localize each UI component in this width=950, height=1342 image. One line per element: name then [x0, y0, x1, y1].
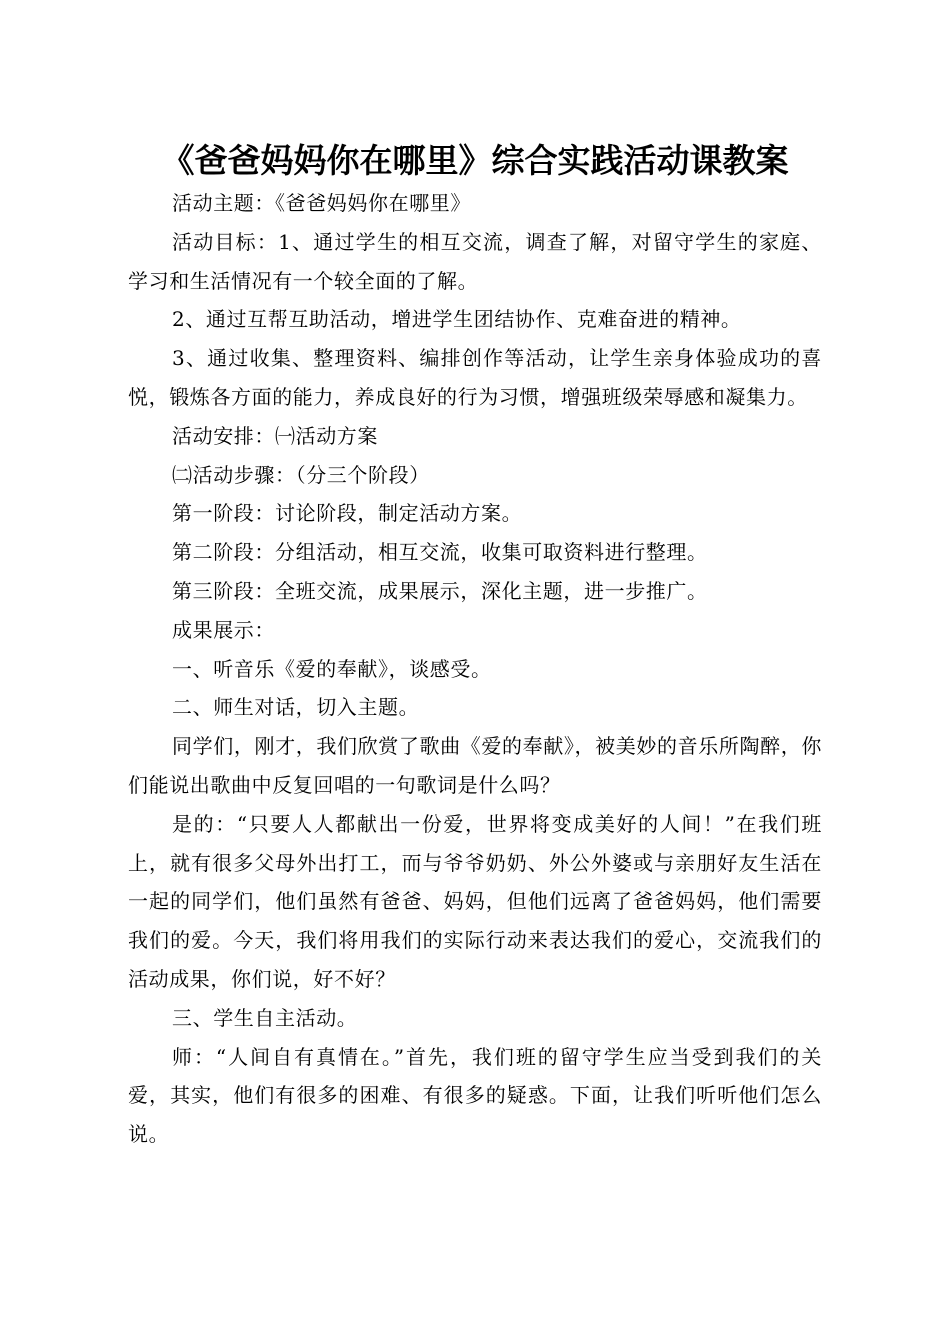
document-body: [128, 184, 822, 1154]
paragraph-results-heading: 成果展示：: [172, 617, 275, 642]
paragraph-section-2: 二、师生对话，切入主题。: [172, 695, 420, 720]
paragraph-activity-goal-1: 活动目标：1、通过学生的相互交流，调查了解，对留守学生的家庭、学习和生活情况有一个较全面的了解。: [128, 229, 822, 293]
paragraph-teacher-question: 同学们，刚才，我们欣赏了歌曲《爱的奉献》，被美妙的音乐所陶醉，你们能说出歌曲中反复回唱的一句歌词是什么吗？: [128, 734, 822, 797]
paragraph-stage-2: 第二阶段：分组活动，相互交流，收集可取资料进行整理。: [172, 540, 708, 565]
paragraph-teacher-intro: 师：“人间自有真情在。”首先，我们班的留守学生应当受到我们的关爱，其实，他们有很多的困难、有很多的疑惑。下面，让我们听听他们怎么说。: [128, 1044, 822, 1147]
paragraph-section-3: 三、学生自主活动。: [172, 1005, 358, 1030]
paragraph-teacher-explanation: 是的：“只要人人都献出一份爱，世界将变成美好的人间！”在我们班上，就有很多父母外出打工，而与爷爷奶奶、外公外婆或与亲朋好友生活在一起的同学们，他们虽然有爸爸、妈妈，但他们远离了爸爸妈妈，他们需要我们的爱。今天，我们将用我们的实际行动来表达我们的爱心，交流我们的活动成果，你们说，好不好？: [128, 811, 822, 991]
paragraph-section-1: 一、听音乐《爱的奉献》，谈感受。: [172, 656, 492, 681]
paragraph-stage-3: 第三阶段：全班交流，成果展示，深化主题，进一步推广。: [172, 578, 708, 603]
paragraph-activity-steps: ㈡活动步骤：（分三个阶段）: [172, 462, 430, 487]
paragraph-activity-goal-2: 2、通过互帮互助活动，增进学生团结协作、克难奋进的精神。: [172, 307, 742, 332]
paragraph-activity-goal-3: 3、通过收集、整理资料、编排创作等活动，让学生亲身体验成功的喜悦，锻炼各方面的能力，养成良好的行为习惯，增强班级荣辱感和凝集力。: [128, 346, 822, 409]
paragraph-activity-arrangement: 活动安排：㈠活动方案: [172, 423, 378, 448]
document-title: 《爸爸妈妈你在哪里》综合实践活动课教案: [161, 141, 789, 180]
paragraph-activity-theme: 活动主题：《爸爸妈妈你在哪里》: [172, 191, 471, 215]
paragraph-stage-1: 第一阶段：讨论阶段，制定活动方案。: [172, 501, 523, 526]
